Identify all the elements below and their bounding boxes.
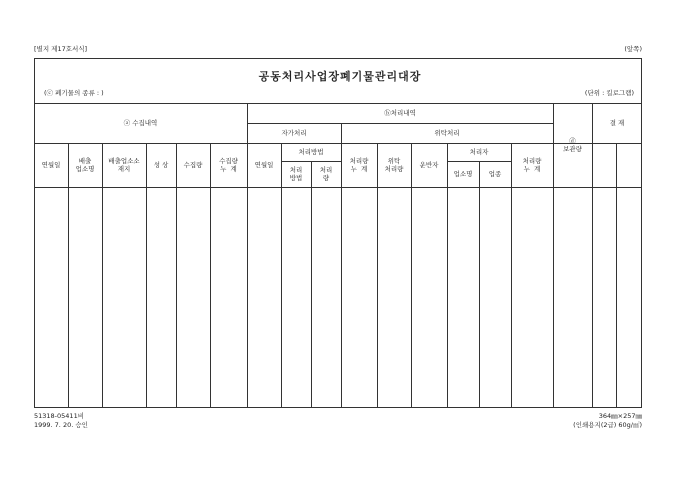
- col-processed-cum2: 처리량 누 계: [522, 157, 542, 173]
- paper-size: 364㎜×257㎜: [598, 412, 642, 420]
- col-discharge-company: 배출 업소명: [75, 157, 95, 173]
- footer-right: [573, 412, 642, 430]
- paper-spec: (인쇄용지(2급) 60g/㎡): [573, 421, 642, 429]
- collection-group-header: ⓐ 수집내역: [123, 119, 158, 127]
- form-number-label: [별지 제17호서식]: [34, 45, 88, 53]
- col-method-group: 처리방법: [298, 148, 324, 156]
- storage-header: ⓓ 보관량: [563, 137, 582, 153]
- col-transporter: 운반자: [419, 161, 439, 169]
- approval-date: 1999. 7. 20. 승인: [34, 421, 88, 429]
- self-processing-header: 자가처리: [281, 129, 307, 137]
- col-business-name: 업소명: [453, 170, 473, 178]
- form-title: 공동처리사업장폐기물관리대장: [258, 70, 422, 83]
- col-date1: 연월일: [41, 161, 61, 169]
- unit-label: (단위 : 킬로그램): [584, 89, 634, 97]
- col-collected: 수집량: [183, 161, 203, 169]
- col-date2: 연월일: [254, 161, 274, 169]
- col-method: 처리 방법: [289, 166, 303, 182]
- form-side-label: (앞쪽): [624, 45, 642, 53]
- form-code: 51318-05411비: [34, 412, 84, 420]
- processing-group-header: ⓑ처리내역: [384, 109, 416, 117]
- col-collected-cum: 수집량 누 계: [219, 157, 238, 173]
- col-processor-group: 처리자: [469, 148, 489, 156]
- consign-processing-header: 위탁처리: [434, 129, 460, 137]
- col-business-type: 업종: [488, 170, 502, 178]
- col-processed-cum1: 처리량 누 계: [349, 157, 369, 173]
- col-amount: 처리 량: [319, 166, 333, 182]
- col-discharge-location: 배출업소소 재지: [108, 157, 140, 173]
- col-property: 성 상: [153, 161, 169, 169]
- footer-left: [34, 412, 88, 430]
- approval-header: 결 재: [609, 119, 625, 127]
- waste-kind-label: (ⓒ 폐기물의 종류 : ): [44, 89, 104, 97]
- col-consign-amount: 위탁 처리량: [384, 157, 404, 173]
